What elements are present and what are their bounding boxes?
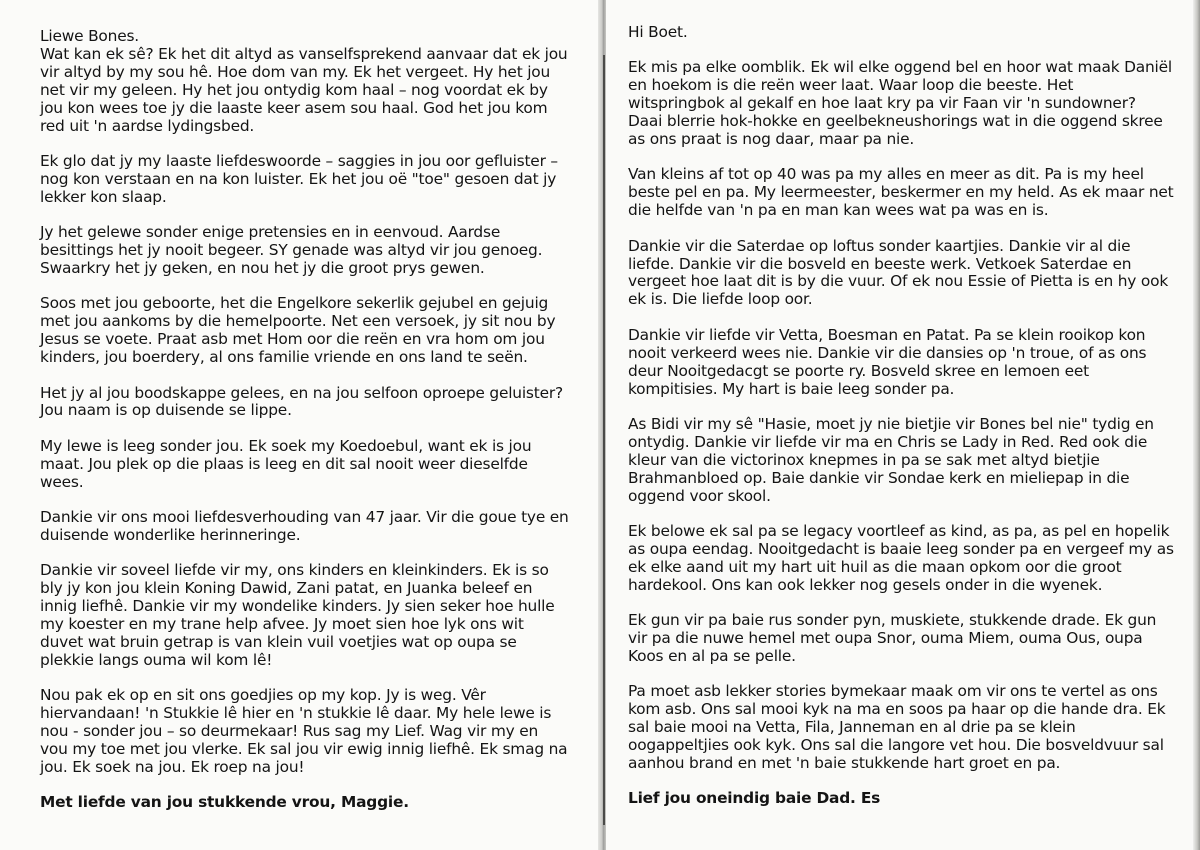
- paragraph: Pa moet asb lekker stories bymekaar maak om vir ons te vertel as ons kom asb. Ons sal mooi kyk na ma en soos pa haar op die hande dra. Ek sal baie mooi na Vetta, Fila, Janneman en al drie pa se klein oogappeltjies ook kyk. Ons sal die langore vet hou. Die bosveldvuur sal aanhou brand en met 'n baie stukkende hart groet en pa.: [628, 682, 1166, 772]
- paragraph: Dankie vir die Saterdae op loftus sonder kaartjies. Dankie vir al die liefde. Dankie vir die bosveld en beeste werk. Vetkoek Saterdae en vergeet hoe laat dit is by die vuur. Of ek nou Essie of Pietta is en hy ook ek is. Die liefde loop oor.: [628, 236, 1169, 309]
- page-edge: [1193, 0, 1200, 850]
- paragraph: Ek glo dat jy my laaste liefdeswoorde – saggies in jou oor gefluister – nog kon verstaan en na kon luister. Ek het jou oë "toe" gesoen dat jy lekker kon slaap.: [40, 151, 558, 206]
- paragraph: Wat kan ek sê? Ek het dit altyd as vanselfsprekend aanvaar dat ek jou vir altyd by my sou hê. Hoe dom van my. Ek het vergeet. Hy het jou net vir my geleen. Hy het jou ontydig kom haal – nog voordat ek by jou kon wees toe jy die laaste keer asem sou haal. God het jou kom red uit 'n aardse lydingsbed.: [40, 44, 568, 135]
- paragraph: Jy het gelewe sonder enige pretensies en in eenvoud. Aardse besittings het jy nooit begeer. SY genade was altyd vir jou genoeg. Swaarkry het jy geken, en nou het jy die groot prys gewen.: [40, 223, 543, 277]
- paragraph: Ek gun vir pa baie rus sonder pyn, muskiete, stukkende drade. Ek gun vir pa die nuwe hemel met oupa Snor, ouma Miem, ouma Ous, oupa Koos en al pa se pelle.: [628, 611, 1157, 665]
- salutation: Liewe Bones.: [40, 27, 139, 45]
- gutter-fold-line: [603, 55, 605, 825]
- paragraph: Ek mis pa elke oomblik. Ek wil elke oggend bel en hoor wat maak Daniël en hoekom is die reën weer laat. Waar loop die beeste. Het witspringbok al gekalf en hoe laat kry pa vir Faan vir 'n sundowner? Daai blerrie hok-hokke en geelbekneushorings wat in die oggend skree as ons praat is nog daar, maar pa nie.: [628, 58, 1172, 149]
- paragraph: Dankie vir ons mooi liefdesverhouding van 47 jaar. Vir die goue tye en duisende wonderlike herinneringe.: [40, 508, 569, 544]
- letter-to-bones: [40, 28, 570, 812]
- paragraph: As Bidi vir my sê "Hasie, moet jy nie bietjie vir Bones bel nie" tydig en ontydig. Dankie vir liefde vir ma en Chris se Lady in Red. Red ook die kleur van die victorinox knepmes in pa se sak met altyd bietjie Brahmanbloed op. Baie dankie vir Sondae kerk en mieliepap in die oggend voor skool.: [628, 414, 1154, 505]
- paragraph: My lewe is leeg sonder jou. Ek soek my Koedoebul, want ek is jou maat. Jou plek op die plaas is leeg en dit sal nooit weer dieselfde wees.: [40, 436, 532, 491]
- signoff: Met liefde van jou stukkende vrou, Maggie.: [40, 793, 409, 812]
- signoff: Lief jou oneindig baie Dad. Es: [628, 789, 881, 808]
- paragraph: Nou pak ek op en sit ons goedjies op my kop. Jy is weg. Vêr hiervandaan! 'n Stukkie lê hier en 'n stukkie lê daar. My hele lewe is nou - sonder jou – so deurmekaar! Rus sag my Lief. Wag vir my en vou my toe met jou vlerke. Ek sal jou vir ewig innig liefhê. Ek smag na jou. Ek soek na jou. Ek roep na jou!: [40, 686, 568, 776]
- paragraph: Soos met jou geboorte, het die Engelkore sekerlik gejubel en gejuig met jou aankoms by die hemelpoorte. Net een versoek, jy sit nou by Jesus se voete. Praat asb met Hom oor die reën en vra hom om jou kinders, jou boerdery, al ons familie vriende en ons land te seën.: [40, 294, 556, 367]
- paragraph: Dankie vir liefde vir Vetta, Boesman en Patat. Pa se klein rooikop kon nooit verkeerd wees nie. Dankie vir die dansies op 'n troue, of as ons deur Nooitgedacgt se poorte ry. Bosveld skree en lemoen eet kompitisies. My hart is baie leeg sonder pa.: [628, 325, 1147, 398]
- paragraph: Dankie vir soveel liefde vir my, ons kinders en kleinkinders. Ek is so bly jy kon jou klein Koning Dawid, Zani patat, en Juanka beleef en innig liefhê. Dankie vir my wondelike kinders. Jy sien seker hoe hulle my koester en my trane help afvee. Jy moet sien hoe lyk ons wit duvet wat bruin getrap is van klein vuil voetjies wat op oupa se plekkie langs ouma wil kom lê!: [40, 561, 555, 669]
- paragraph: Het jy al jou boodskappe gelees, en na jou selfoon oproepe geluister? Jou naam is op duisende se lippe.: [40, 383, 563, 420]
- paragraph: Van kleins af tot op 40 was pa my alles en meer as dit. Pa is my heel beste pel en pa. My leermeester, beskermer en my held. As ek maar net die helfde van 'n pa en man kan wees wat pa was en is.: [628, 165, 1174, 220]
- right-page: [606, 0, 1200, 850]
- letter-to-boet: [628, 24, 1174, 808]
- paragraph: Ek belowe ek sal pa se legacy voortleef as kind, as pa, as pel en hopelik as oupa eendag. Nooitgedacht is baaie leeg sonder pa en vergeef my as ek elke aand uit my hart uit huil as die maan opkom oor die groot hardekool. Ons kan ook lekker nog gesels onder in die wyenek.: [628, 521, 1174, 594]
- salutation: Hi Boet.: [628, 23, 688, 41]
